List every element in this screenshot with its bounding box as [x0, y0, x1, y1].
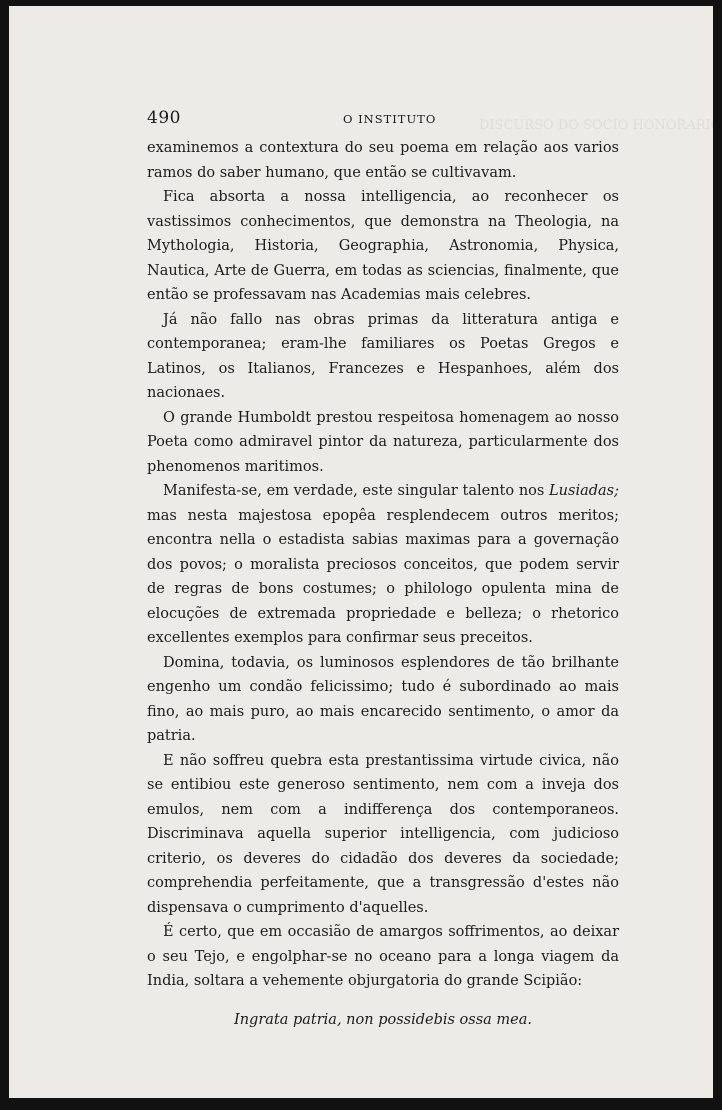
paragraph: O grande Humboldt prestou respeitosa homenagem ao nosso Poeta como admiravel pintor da natureza, particularmente dos phenomenos maritimos. — [147, 409, 619, 475]
text-segment: Manifesta-se, em verdade, este singular talento nos — [163, 483, 550, 499]
paragraph: E não soffreu quebra esta prestantissima virtude civica, não se entibiou este generoso sentimento, nem com a inveja dos emulos, nem com a indifferença dos contemporaneos. Discriminava aquella superior intelligencia, com judicioso criterio, os deveres do cidadão dos deveres da sociedade; comprehendia perfeitamente, que a transgressão d'estes não dispensava o cumprimento d'aquelles. — [147, 752, 619, 916]
paragraph: examinemos a contextura do seu poema em relação aos varios ramos do saber humano, que então se cultivavam. — [147, 140, 619, 181]
italic-title: Lusiadas; — [549, 483, 619, 499]
running-title: O INSTITUTO — [343, 112, 437, 126]
paragraph: Já não fallo nas obras primas da litteratura antiga e contemporanea; eram-lhe familiares os Poetas Gregos e Latinos, os Italianos, Francezes e Hespanhoes, além dos nacionaes. — [147, 311, 619, 401]
bleed-through-text: DISCURSO DO SOCIO HONORARIO — [479, 118, 722, 133]
paragraph: Domina, todavia, os luminosos esplendores de tão brilhante engenho um condão felicissimo; tudo é subordinado ao mais fino, ao mais puro, ao mais encarecido sentimento, o amor da patria. — [147, 654, 619, 744]
text-segment: mas nesta majestosa epopêa resplendecem outros meritos; encontra nella o estadista sabias maximas para a governação dos povos; o moralista preciosos conceitos, que podem servir de regras de bons costumes; o philologo opulenta mina de elocuções de extremada propriedade e belleza; o rhetorico excellentes exemplos para confirmar seus preceitos. — [147, 507, 619, 646]
paragraph-manifesta — [147, 479, 619, 651]
page-content — [147, 106, 619, 1032]
latin-quote: Ingrata patria, non possidebis ossa mea. — [233, 1011, 533, 1028]
page-header — [147, 106, 619, 136]
book-page — [9, 6, 722, 1098]
paragraph: Fica absorta a nossa intelligencia, ao reconhecer os vastissimos conhecimentos, que demonstra na Theologia, na Mythologia, Historia, Geographia, Astronomia, Physica, Nautica, Arte de Guerra, em todas as sciencias, finalmente, que então se professavam nas Academias mais celebres. — [147, 189, 619, 303]
paragraph: É certo, que em occasião de amargos soffrimentos, ao deixar o seu Tejo, e engolphar-se no oceano para a longa viagem da India, soltara a vehemente objurgatoria do grande Scipião: — [147, 924, 619, 989]
body-text — [147, 136, 619, 994]
page-number: 490 — [147, 108, 181, 128]
